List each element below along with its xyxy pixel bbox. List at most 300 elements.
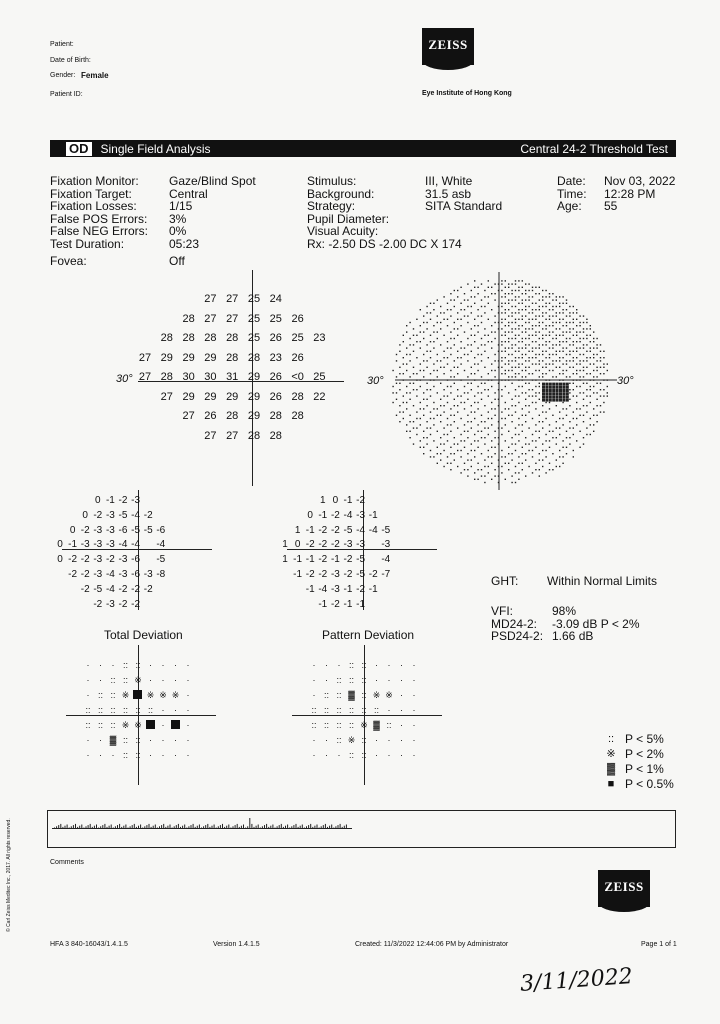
ght-label: GHT: [491,574,519,588]
grayscale-dot [420,325,421,326]
deviation-value: -3 [118,554,128,566]
grayscale-dot [423,453,424,454]
grayscale-dot [522,347,523,348]
grayscale-dot [586,322,587,323]
grayscale-dot [423,437,424,438]
gaze-bar [92,827,93,828]
grayscale-dot [471,344,472,345]
threshold-value: 29 [160,351,173,364]
grayscale-dot [562,296,563,297]
grayscale-dot [583,443,584,444]
grayscale-dot [525,315,526,316]
grayscale-dot [413,335,414,336]
probability-symbol: :: [122,675,128,685]
grayscale-dot [545,411,546,412]
grayscale-dot [433,303,434,304]
title-bar [50,140,676,157]
grayscale-dot [420,440,421,441]
grayscale-dot [467,338,468,339]
info-value: 3% [169,211,187,226]
deviation-value: -3 [131,495,141,506]
grayscale-dot [467,421,468,422]
grayscale-dot [593,354,594,355]
grayscale-dot [566,408,567,409]
grayscale-dot [491,447,492,448]
probability-symbol: · [186,750,190,760]
probability-symbol: · [99,735,102,745]
threshold-value: 30 [182,371,195,383]
grayscale-dot [535,331,536,332]
gaze-bar [233,826,234,828]
grayscale-dot [443,296,444,297]
threshold-value: 28 [226,351,239,364]
grayscale-dot [545,306,546,307]
grayscale-dot [552,437,553,438]
grayscale-dot [494,331,495,332]
deviation-value: -3 [105,539,115,551]
grayscale-dot [566,447,567,448]
grayscale-dot [528,338,529,339]
grayscale-dot [508,415,509,416]
probability-symbol: · [400,660,403,670]
grayscale-dot [471,466,472,467]
grayscale-dot [600,360,601,361]
grayscale-dot [447,395,448,396]
grayscale-dot [559,296,560,297]
grayscale-dot [545,344,546,345]
probability-symbol: · [400,750,403,760]
grayscale-dot [426,421,427,422]
grayscale-dot [481,415,482,416]
grayscale-dot [596,415,597,416]
grayscale-dot [549,303,550,304]
grayscale-dot [515,434,516,435]
grayscale-dot [528,351,529,352]
grayscale-dot [539,383,540,384]
probability-symbol: :: [85,720,91,730]
deviation-value: -1 [343,583,353,595]
grayscale-dot [467,392,468,393]
grayscale-dot [488,389,489,390]
grayscale-dot [549,370,550,371]
grayscale-dot [586,395,587,396]
grayscale-dot [406,354,407,355]
gaze-bar [342,827,343,828]
grayscale-dot [505,312,506,313]
grayscale-dot [525,443,526,444]
grayscale-dot [413,328,414,329]
grayscale-dot [511,405,512,406]
grayscale-dot [556,392,559,395]
grayscale-dot [579,447,580,448]
grayscale-dot [549,440,550,441]
deviation-value: 1 [294,524,301,536]
threshold-value: 31 [226,371,239,383]
grayscale-dot [416,389,417,390]
gaze-bar [153,826,154,828]
grayscale-dot [525,338,526,339]
grayscale-dot [454,299,455,300]
grayscale-dot [556,306,557,307]
gaze-bar [167,826,168,828]
grayscale-dot [501,328,502,329]
gaze-bar [174,826,175,828]
grayscale-dot [481,469,482,470]
grayscale-dot [528,344,529,345]
grayscale-dot [437,354,438,355]
grayscale-dot [505,463,506,464]
grayscale-dot [539,392,540,393]
probability-symbol: :: [361,690,367,700]
grayscale-dot [454,437,455,438]
grayscale-dot [549,392,552,395]
threshold-value: 29 [182,390,195,403]
grayscale-dot [569,306,570,307]
grayscale-dot [505,418,506,419]
deviation-value: -3 [343,539,353,551]
grayscale-dot [545,434,546,435]
threshold-value: 23 [313,332,326,344]
grayscale-dot [457,395,458,396]
deviation-value: -5 [356,554,366,566]
grayscale-dot [471,290,472,291]
grayscale-dot [552,392,555,395]
grayscale-dot [515,338,516,339]
grayscale-dot [511,437,512,438]
grayscale-dot [484,459,485,460]
grayscale-dot [542,328,543,329]
grayscale-dot [562,418,563,419]
grayscale-dot [505,386,506,387]
grayscale-dot [542,338,543,339]
grayscale-dot [433,331,434,332]
grayscale-dot [528,395,529,396]
patient-id-label: Patient ID: [50,91,83,98]
grayscale-dot [403,363,404,364]
grayscale-dot [562,303,563,304]
grayscale-dot [515,376,516,377]
grayscale-dot [552,315,553,316]
gaze-bar [178,824,179,828]
deviation-value: -3 [93,524,103,536]
grayscale-dot [528,373,529,374]
probability-symbol: :: [336,705,342,715]
grayscale-dot [467,283,468,284]
grayscale-dot [501,341,502,342]
grayscale-dot [471,450,472,451]
gaze-bar [83,828,84,829]
gaze-bar [346,825,347,829]
grayscale-dot [447,434,448,435]
grayscale-dot [467,315,468,316]
eye-label: OD [66,142,92,156]
grayscale-dot [494,322,495,323]
grayscale-dot [586,360,587,361]
deviation-value: -4 [131,509,141,521]
grayscale-dot [477,463,478,464]
grayscale-dot [471,335,472,336]
grayscale-dot [569,338,570,339]
grayscale-dot [522,463,523,464]
grayscale-dot [437,376,438,377]
grayscale-dot [522,386,523,387]
grayscale-dot [474,440,475,441]
probability-symbol: ▓ [373,720,380,730]
grayscale-dot [528,389,529,390]
gaze-bar [312,827,313,828]
deviation-value: 0 [294,539,301,551]
gaze-bar [212,826,213,828]
deviation-value: -3 [330,569,340,580]
grayscale-dot [423,408,424,409]
gaze-bar [310,824,311,828]
grayscale-dot [569,437,570,438]
grayscale-dot [464,463,465,464]
probability-symbol: :: [348,750,354,760]
grayscale-dot [437,338,438,339]
grayscale-dot [481,315,482,316]
grayscale-dot [454,290,455,291]
grayscale-dot [501,351,502,352]
grayscale-dot [522,303,523,304]
grayscale-dot [607,392,608,393]
threshold-value: 26 [204,410,217,422]
probability-symbol: · [312,735,316,745]
grayscale-dot [460,472,461,473]
deviation-value: -2 [330,539,340,551]
grayscale-dot [573,322,574,323]
grayscale-dot [532,312,533,313]
grayscale-dot [596,338,597,339]
threshold-value: 25 [247,312,261,325]
gaze-bar [287,825,288,829]
grayscale-dot [562,424,563,425]
grayscale-dot [593,347,594,348]
grayscale-dot [539,469,540,470]
grayscale-dot [491,331,492,332]
grayscale-dot [545,296,546,297]
grayscale-dot [511,367,512,368]
gaze-bar [90,824,91,828]
deviation-value: -4 [105,569,115,580]
grayscale-dot [583,383,584,384]
deviation-value: -3 [93,569,103,580]
grayscale-dot [518,309,519,310]
grayscale-dot [450,469,451,470]
probability-symbol: · [161,720,165,730]
gaze-bar [325,824,326,828]
deviation-value: -2 [143,509,153,521]
grayscale-dot [406,325,407,326]
gaze-bar [115,826,116,828]
grayscale-dot [464,408,465,409]
threshold-value: 25 [247,332,261,344]
deviation-value: -6 [131,554,141,566]
grayscale-dot [443,319,444,320]
probability-symbol: :: [361,750,367,760]
grayscale-dot [447,341,448,342]
grayscale-dot [542,299,543,300]
grayscale-dot [576,424,577,425]
grayscale-dot [433,440,434,441]
grayscale-dot [515,411,516,412]
probability-symbol: ※ [347,735,356,745]
grayscale-dot [600,373,601,374]
probability-legend [603,731,693,791]
grayscale-dot [423,447,424,448]
grayscale-dot [447,303,448,304]
grayscale-dot [528,312,529,313]
grayscale-dot [477,386,478,387]
grayscale-dot [477,424,478,425]
grayscale-dot [450,453,451,454]
grayscale-dot [515,351,516,352]
grayscale-dot [501,312,502,313]
grayscale-dot [528,290,529,291]
probability-symbol: · [325,675,328,685]
grayscale-dot [423,431,424,432]
grayscale-dot [511,338,512,339]
grayscale-dot [420,341,421,342]
grayscale-dot [443,373,444,374]
grayscale-dot [413,389,414,390]
grayscale-dot [562,447,563,448]
probability-symbol: · [375,735,378,745]
grayscale-dot [607,386,608,387]
grayscale-dot [579,415,580,416]
grayscale-dot [420,447,421,448]
grayscale-dot [518,335,519,336]
grayscale-dot [556,312,557,313]
grayscale-dot [481,475,482,476]
grayscale-dot [430,395,431,396]
grayscale-dot [583,367,584,368]
grayscale-dot [576,341,577,342]
grayscale-dot [539,331,540,332]
grayscale-dot [522,354,523,355]
grayscale-dot [396,399,397,400]
deviation-value: 1 [282,554,288,566]
grayscale-dot [569,367,570,368]
grayscale-dot [464,370,465,371]
gaze-bar [161,825,162,828]
grayscale-dot [406,392,407,393]
grayscale-dot [433,370,434,371]
index-label: MD24-2: [491,616,538,631]
grayscale-dot [593,370,594,371]
grayscale-dot [600,389,601,390]
grayscale-dot [583,415,584,416]
grayscale-dot [457,319,458,320]
threshold-value: 29 [204,351,217,364]
grayscale-dot [552,415,553,416]
threshold-axis-label-left: 30° [116,373,133,385]
grayscale-dot [596,421,597,422]
grayscale-dot [542,383,545,386]
grayscale-dot [488,296,489,297]
gaze-bar [323,825,324,828]
deviation-value: -1 [305,554,315,566]
grayscale-dot [494,338,495,339]
grayscale-dot [583,322,584,323]
probability-symbol: ※ [385,690,393,700]
gaze-bar [186,828,187,829]
grayscale-dot [576,351,577,352]
info-label: Age: [557,199,582,213]
probability-symbol: :: [110,675,116,685]
grayscale-dot [440,312,441,313]
gaze-bar [245,828,246,829]
grayscale-dot [501,319,502,320]
gaze-bar [235,825,236,828]
probability-symbol: · [337,660,341,670]
grayscale-dot [532,341,533,342]
grayscale-dot [556,344,557,345]
grayscale-dot [539,437,540,438]
grayscale-dot [433,341,434,342]
grayscale-dot [566,383,569,386]
grayscale-dot [464,309,465,310]
grayscale-dot [511,475,512,476]
deviation-value: -2 [330,598,340,610]
grayscale-dot [437,453,438,454]
probability-symbol: :: [135,660,141,670]
grayscale-dot [539,386,540,387]
grayscale-dot [474,411,475,412]
grayscale-dot [590,402,591,403]
handwritten-date: 3/11/2022 [519,964,634,997]
grayscale-dot [549,315,550,316]
info-row [50,175,256,188]
probability-symbol: · [412,705,416,715]
grayscale-dot [464,315,465,316]
grayscale-dot [457,296,458,297]
grayscale-dot [423,322,424,323]
grayscale-dot [535,287,536,288]
index-value: 98% [552,604,577,618]
grayscale-dot [545,383,548,386]
grayscale-dot [457,351,458,352]
grayscale-dot [399,344,400,345]
grayscale-dot [413,421,414,422]
grayscale-dot [590,357,591,358]
grayscale-dot [552,363,553,364]
grayscale-dot [443,312,444,313]
info-value: 05:23 [169,236,200,251]
grayscale-dot [430,351,431,352]
grayscale-dot [549,431,550,432]
grayscale-dot [593,415,594,416]
grayscale-dot [440,459,441,460]
deviation-value: -3 [381,539,391,551]
grayscale-dot [474,357,475,358]
grayscale-dot [549,357,550,358]
grayscale-dot [450,347,451,348]
grayscale-dot [508,408,509,409]
grayscale-dot [552,469,553,470]
probability-symbol: · [174,660,177,670]
grayscale-dot [583,315,584,316]
grayscale-dot [528,299,529,300]
grayscale-dot [471,389,472,390]
grayscale-dot [552,376,553,377]
grayscale-dot [542,443,543,444]
gaze-bar [165,827,166,828]
gaze-bar [184,825,185,829]
grayscale-dot [426,360,427,361]
gaze-bar [335,826,336,828]
deviation-value: 0 [332,495,339,506]
